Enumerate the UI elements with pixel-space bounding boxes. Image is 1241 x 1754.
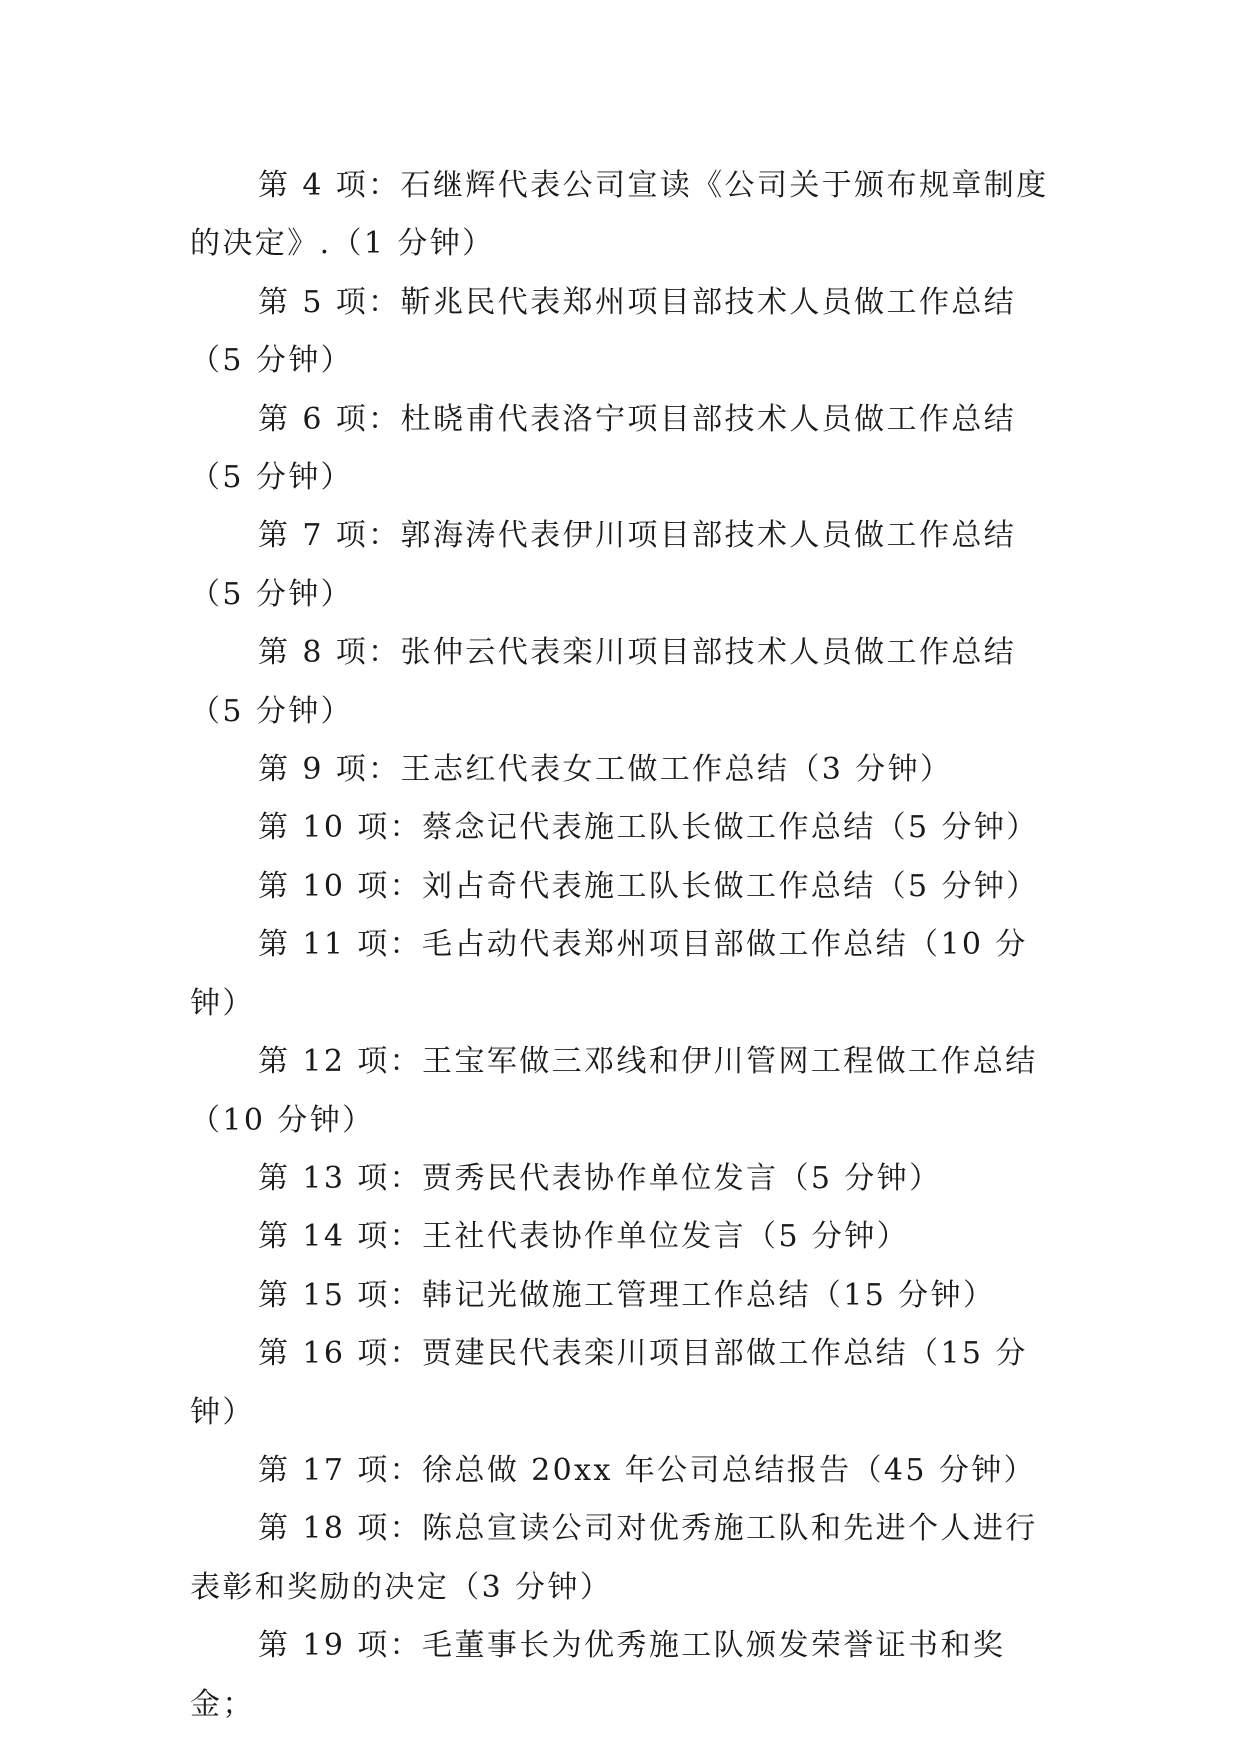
agenda-item: 第 8 项：张仲云代表栾川项目部技术人员做工作总结（5 分钟）	[190, 635, 1017, 729]
agenda-item: 第 18 项：陈总宣读公司对优秀施工队和先进个人进行表彰和奖励的决定（3 分钟）	[190, 1511, 1038, 1605]
agenda-item: 第 11 项：毛占动代表郑州项目部做工作总结（10 分钟）	[190, 927, 1028, 1021]
agenda-item: 第 10 项：蔡念记代表施工队长做工作总结（5 分钟）	[258, 810, 1039, 846]
agenda-item: 第 5 项：靳兆民代表郑州项目部技术人员做工作总结（5 分钟）	[190, 284, 1017, 379]
agenda-item: 第 16 项：贾建民代表栾川项目部做工作总结（15 分钟）	[190, 1336, 1028, 1430]
agenda-item: 第 9 项：王志红代表女工做工作总结（3 分钟）	[258, 752, 953, 788]
agenda-item: 第 14 项：王社代表协作单位发言（5 分钟）	[258, 1219, 910, 1255]
agenda-body	[190, 157, 1070, 1734]
agenda-item: 第 12 项：王宝军做三邓线和伊川管网工程做工作总结（10 分钟）	[190, 1044, 1038, 1138]
agenda-item: 第 10 项：刘占奇代表施工队长做工作总结（5 分钟）	[258, 868, 1039, 904]
agenda-item: 第 15 项：韩记光做施工管理工作总结（15 分钟）	[258, 1277, 996, 1313]
agenda-item: 第 17 项：徐总做 20xx 年公司总结报告（45 分钟）	[258, 1452, 1037, 1488]
agenda-item: 第 4 项：石继辉代表公司宣读《公司关于颁布规章制度的决定》.（1 分钟）	[190, 168, 1049, 262]
agenda-item: 第 6 项：杜晓甫代表洛宁项目部技术人员做工作总结（5 分钟）	[190, 401, 1017, 496]
agenda-item: 第 19 项：毛董事长为优秀施工队颁发荣誉证书和奖金；	[190, 1628, 1006, 1722]
agenda-item: 第 7 项：郭海涛代表伊川项目部技术人员做工作总结（5 分钟）	[190, 518, 1017, 612]
agenda-item: 第 13 项：贾秀民代表协作单位发言（5 分钟）	[258, 1160, 942, 1196]
